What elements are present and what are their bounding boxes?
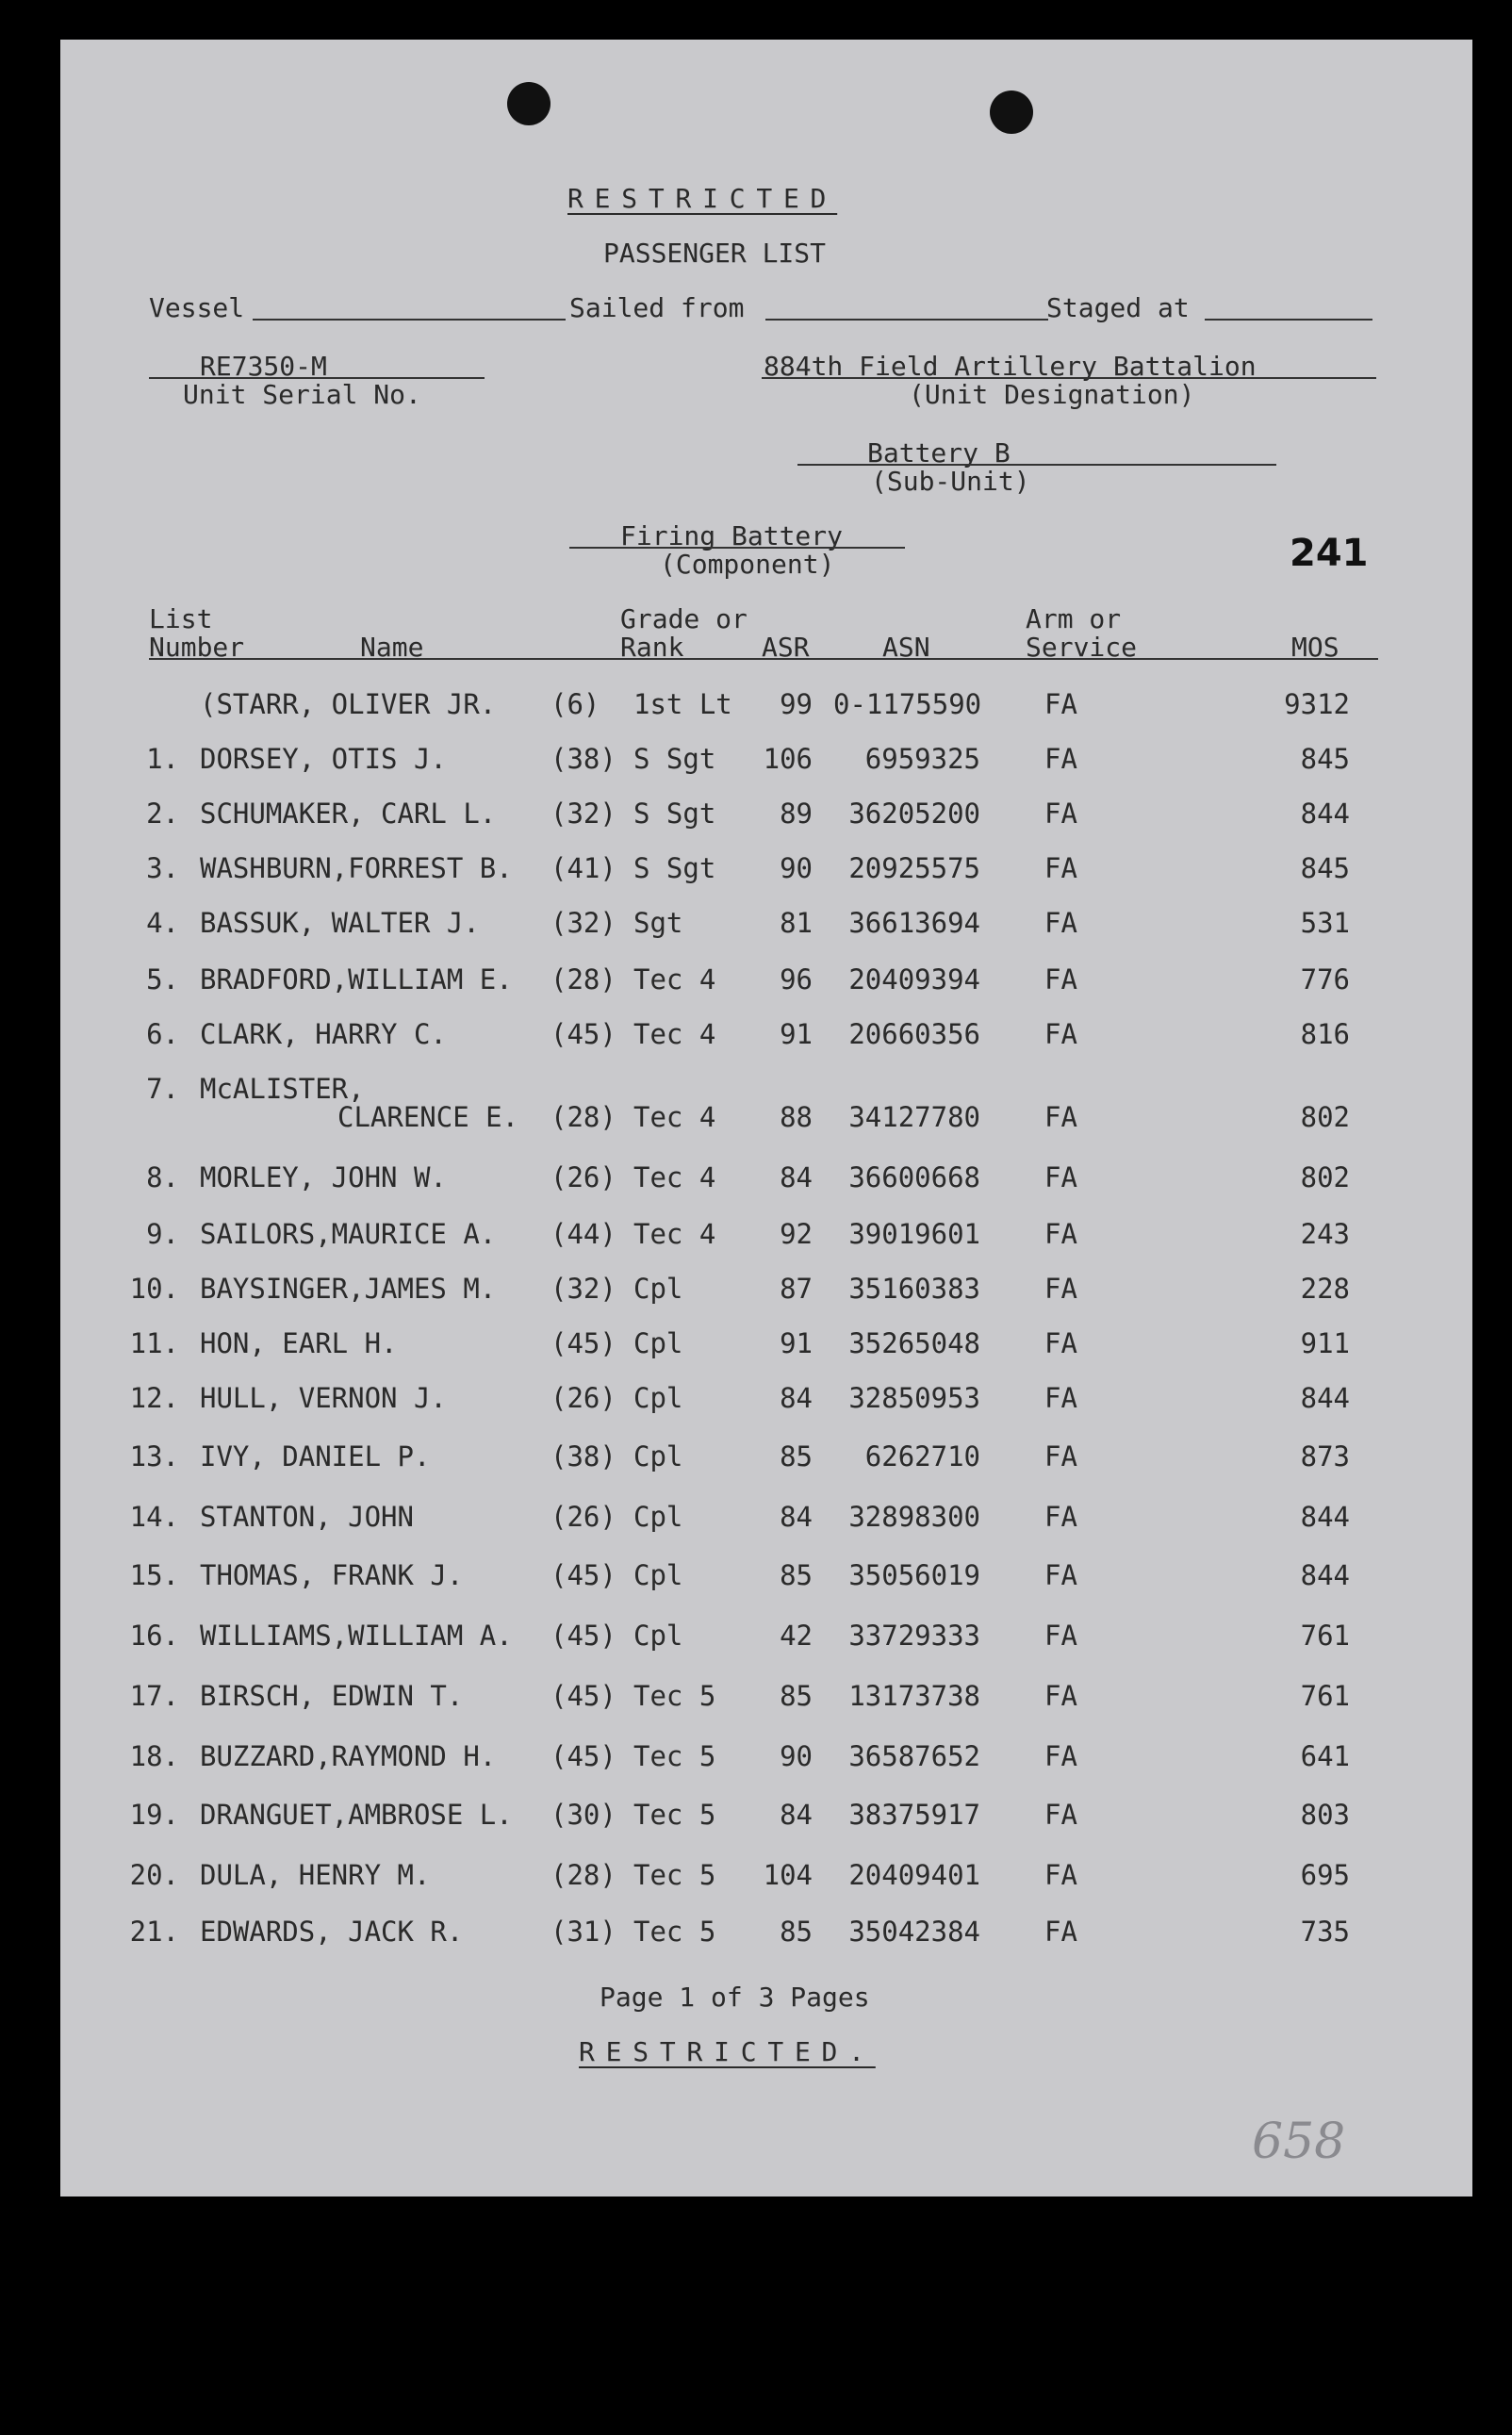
list-number: 11. (129, 1327, 179, 1359)
passenger-age: (26) (551, 1382, 616, 1414)
list-number: 16. (129, 1620, 179, 1652)
passenger-name: SCHUMAKER, CARL L. (200, 798, 497, 830)
grade-rank: Tec 5 (633, 1680, 716, 1712)
asr-score: 84 (780, 1501, 813, 1533)
army-serial-number: 0-1175590 (833, 688, 982, 720)
passenger-age: (44) (551, 1218, 616, 1250)
grade-rank: Tec 5 (633, 1799, 716, 1831)
arm-service: FA (1044, 1382, 1077, 1414)
passenger-age: (31) (551, 1916, 616, 1948)
passenger-name: BAYSINGER,JAMES M. (200, 1273, 497, 1305)
arm-service: FA (1044, 1327, 1077, 1359)
mos-code: 844 (1300, 1559, 1350, 1591)
mos-code: 845 (1300, 743, 1350, 775)
grade-rank: Cpl (633, 1501, 683, 1533)
passenger-age: (45) (551, 1620, 616, 1652)
asr-score: 84 (780, 1161, 813, 1193)
army-serial-number: 20660356 (848, 1018, 980, 1050)
punch-hole-left (507, 82, 551, 125)
asr-score: 42 (780, 1620, 813, 1652)
mos-code: 845 (1300, 852, 1350, 884)
arm-service: FA (1044, 852, 1077, 884)
header-rule (149, 658, 1378, 660)
sailed-from-blank (765, 319, 1048, 321)
asr-score: 92 (780, 1218, 813, 1250)
arm-service: FA (1044, 907, 1077, 939)
restricted-footer: RESTRICTED. (579, 2036, 876, 2067)
grade-rank: Tec 5 (633, 1740, 716, 1772)
passenger-name: BUZZARD,RAYMOND H. (200, 1740, 497, 1772)
punch-hole-right (990, 90, 1033, 134)
grade-rank: Tec 4 (633, 1218, 716, 1250)
list-number: 6. (146, 1018, 179, 1050)
passenger-name: CLARK, HARRY C. (200, 1018, 447, 1050)
passenger-age: (28) (551, 1859, 616, 1891)
grade-rank: Tec 4 (633, 1018, 716, 1050)
passenger-age: (28) (551, 1101, 616, 1133)
asr-score: 85 (780, 1680, 813, 1712)
mos-code: 531 (1300, 907, 1350, 939)
mos-code: 844 (1300, 798, 1350, 830)
passenger-age: (32) (551, 907, 616, 939)
list-number: 8. (146, 1161, 179, 1193)
sailed-from-label: Sailed from (569, 292, 745, 323)
col-arm-service: Arm or Service (1026, 603, 1138, 663)
passenger-age: (41) (551, 852, 616, 884)
arm-service: FA (1044, 1218, 1077, 1250)
grade-rank: Cpl (633, 1327, 683, 1359)
army-serial-number: 39019601 (848, 1218, 980, 1250)
passenger-age: (6) (551, 688, 600, 720)
mos-code: 803 (1300, 1799, 1350, 1831)
arm-service: FA (1044, 798, 1077, 830)
arm-service: FA (1044, 1273, 1077, 1305)
asr-score: 90 (780, 1740, 813, 1772)
col-asr: ASR (762, 632, 810, 663)
passenger-name: (STARR, OLIVER JR. (200, 688, 497, 720)
passenger-name: HULL, VERNON J. (200, 1382, 447, 1414)
grade-rank: Tec 5 (633, 1859, 716, 1891)
mos-code: 816 (1300, 1018, 1350, 1050)
passenger-name: HON, EARL H. (200, 1327, 398, 1359)
page-indicator: Page 1 of 3 Pages (600, 1982, 870, 2013)
asr-score: 104 (763, 1859, 813, 1891)
army-serial-number: 20409394 (848, 963, 980, 995)
arm-service: FA (1044, 1799, 1077, 1831)
army-serial-number: 35265048 (848, 1327, 980, 1359)
list-number: 15. (129, 1559, 179, 1591)
arm-service: FA (1044, 1680, 1077, 1712)
army-serial-number: 35160383 (848, 1273, 980, 1305)
passenger-age: (28) (551, 963, 616, 995)
asr-score: 87 (780, 1273, 813, 1305)
restricted-heading: RESTRICTED (567, 183, 838, 214)
list-number: 3. (146, 852, 179, 884)
army-serial-number: 20925575 (848, 852, 980, 884)
arm-service: FA (1044, 1161, 1077, 1193)
arm-service: FA (1044, 1501, 1077, 1533)
list-number: 12. (129, 1382, 179, 1414)
unit-designation-value: 884th Field Artillery Battalion (764, 351, 1257, 382)
component-label: (Component) (660, 549, 835, 580)
army-serial-number: 35056019 (848, 1559, 980, 1591)
asr-score: 89 (780, 798, 813, 830)
passenger-age: (45) (551, 1680, 616, 1712)
passenger-name: BASSUK, WALTER J. (200, 907, 480, 939)
grade-rank: Sgt (633, 907, 683, 939)
asr-score: 106 (763, 743, 813, 775)
unit-serial-value: RE7350-M (200, 351, 327, 382)
arm-service: FA (1044, 1101, 1077, 1133)
asr-score: 90 (780, 852, 813, 884)
asr-score: 99 (780, 688, 813, 720)
asr-score: 96 (780, 963, 813, 995)
col-mos: MOS (1291, 632, 1339, 663)
grade-rank: S Sgt (633, 852, 716, 884)
mos-code: 911 (1300, 1327, 1350, 1359)
asr-score: 81 (780, 907, 813, 939)
arm-service: FA (1044, 1018, 1077, 1050)
asr-score: 84 (780, 1382, 813, 1414)
mos-code: 776 (1300, 963, 1350, 995)
passenger-age: (26) (551, 1501, 616, 1533)
army-serial-number: 6262710 (864, 1440, 980, 1473)
list-number: 9. (146, 1218, 179, 1250)
mos-code: 9312 (1284, 688, 1350, 720)
passenger-age: (38) (551, 1440, 616, 1473)
list-number: 14. (129, 1501, 179, 1533)
army-serial-number: 32898300 (848, 1501, 980, 1533)
col-name: Name (360, 632, 424, 663)
passenger-name: DRANGUET,AMBROSE L. (200, 1799, 513, 1831)
list-number: 13. (129, 1440, 179, 1473)
staged-at-label: Staged at (1046, 292, 1190, 323)
document-page (60, 40, 1472, 2196)
grade-rank: S Sgt (633, 743, 716, 775)
list-number: 10. (129, 1273, 179, 1305)
asr-score: 88 (780, 1101, 813, 1133)
mos-code: 844 (1300, 1382, 1350, 1414)
army-serial-number: 34127780 (848, 1101, 980, 1133)
col-grade: Grade or Rank (620, 603, 748, 663)
grade-rank: S Sgt (633, 798, 716, 830)
army-serial-number: 32850953 (848, 1382, 980, 1414)
mos-code: 802 (1300, 1161, 1350, 1193)
arm-service: FA (1044, 963, 1077, 995)
list-number: 1. (146, 743, 179, 775)
mos-code: 761 (1300, 1680, 1350, 1712)
passenger-age: (45) (551, 1740, 616, 1772)
passenger-name: STANTON, JOHN (200, 1501, 414, 1533)
arm-service: FA (1044, 1620, 1077, 1652)
passenger-name: WILLIAMS,WILLIAM A. (200, 1620, 513, 1652)
arm-service: FA (1044, 1916, 1077, 1948)
component-value: Firing Battery (620, 520, 844, 551)
list-number: 5. (146, 963, 179, 995)
unit-designation-label: (Unit Designation) (909, 379, 1195, 410)
passenger-name: DORSEY, OTIS J. (200, 743, 447, 775)
mos-code: 735 (1300, 1916, 1350, 1948)
passenger-name: McALISTER, (200, 1073, 365, 1105)
passenger-age: (38) (551, 743, 616, 775)
grade-rank: Tec 5 (633, 1916, 716, 1948)
army-serial-number: 20409401 (848, 1859, 980, 1891)
passenger-age: (45) (551, 1327, 616, 1359)
grade-rank: Tec 4 (633, 1101, 716, 1133)
arm-service: FA (1044, 1859, 1077, 1891)
list-number: 21. (129, 1916, 179, 1948)
army-serial-number: 36587652 (848, 1740, 980, 1772)
mos-code: 873 (1300, 1440, 1350, 1473)
mos-code: 695 (1300, 1859, 1350, 1891)
grade-rank: Cpl (633, 1559, 683, 1591)
col-list-number: List Number (149, 603, 245, 663)
army-serial-number: 36613694 (848, 907, 980, 939)
passenger-name: THOMAS, FRANK J. (200, 1559, 464, 1591)
pencil-annotation: 658 (1252, 2114, 1346, 2170)
army-serial-number: 33729333 (848, 1620, 980, 1652)
list-number: 7. (146, 1073, 179, 1105)
list-number: 20. (129, 1859, 179, 1891)
unit-serial-label: Unit Serial No. (183, 379, 421, 410)
vessel-label: Vessel (149, 292, 245, 323)
grade-rank: 1st Lt (633, 688, 732, 720)
passenger-name-continued: CLARENCE E. (337, 1101, 519, 1133)
mos-code: 228 (1300, 1273, 1350, 1305)
asr-score: 85 (780, 1440, 813, 1473)
mos-code: 243 (1300, 1218, 1350, 1250)
grade-rank: Tec 4 (633, 963, 716, 995)
mos-code: 761 (1300, 1620, 1350, 1652)
list-number: 19. (129, 1799, 179, 1831)
passenger-name: BIRSCH, EDWIN T. (200, 1680, 464, 1712)
passenger-age: (32) (551, 1273, 616, 1305)
list-number: 4. (146, 907, 179, 939)
mos-code: 641 (1300, 1740, 1350, 1772)
passenger-age: (26) (551, 1161, 616, 1193)
list-number: 17. (129, 1680, 179, 1712)
passenger-age: (45) (551, 1559, 616, 1591)
passenger-age: (30) (551, 1799, 616, 1831)
list-number: 18. (129, 1740, 179, 1772)
grade-rank: Cpl (633, 1620, 683, 1652)
col-asn: ASN (882, 632, 930, 663)
passenger-age: (32) (551, 798, 616, 830)
army-serial-number: 36205200 (848, 798, 980, 830)
document-title: PASSENGER LIST (603, 238, 827, 269)
arm-service: FA (1044, 1559, 1077, 1591)
arm-service: FA (1044, 688, 1077, 720)
stamped-number: 241 (1290, 532, 1369, 575)
arm-service: FA (1044, 743, 1077, 775)
asr-score: 91 (780, 1327, 813, 1359)
passenger-name: DULA, HENRY M. (200, 1859, 431, 1891)
passenger-name: SAILORS,MAURICE A. (200, 1218, 497, 1250)
army-serial-number: 38375917 (848, 1799, 980, 1831)
passenger-age: (45) (551, 1018, 616, 1050)
passenger-name: MORLEY, JOHN W. (200, 1161, 447, 1193)
army-serial-number: 13173738 (848, 1680, 980, 1712)
asr-score: 91 (780, 1018, 813, 1050)
vessel-blank (253, 319, 566, 321)
grade-rank: Cpl (633, 1382, 683, 1414)
arm-service: FA (1044, 1440, 1077, 1473)
army-serial-number: 35042384 (848, 1916, 980, 1948)
sub-unit-line (797, 464, 1276, 466)
grade-rank: Cpl (633, 1440, 683, 1473)
asr-score: 85 (780, 1559, 813, 1591)
army-serial-number: 6959325 (864, 743, 980, 775)
passenger-name: WASHBURN,FORREST B. (200, 852, 513, 884)
grade-rank: Cpl (633, 1273, 683, 1305)
sub-unit-label: (Sub-Unit) (871, 466, 1030, 497)
mos-code: 802 (1300, 1101, 1350, 1133)
asr-score: 85 (780, 1916, 813, 1948)
sub-unit-value: Battery B (867, 437, 1011, 469)
passenger-name: EDWARDS, JACK R. (200, 1916, 464, 1948)
passenger-name: IVY, DANIEL P. (200, 1440, 431, 1473)
arm-service: FA (1044, 1740, 1077, 1772)
grade-rank: Tec 4 (633, 1161, 716, 1193)
passenger-name: BRADFORD,WILLIAM E. (200, 963, 513, 995)
list-number: 2. (146, 798, 179, 830)
mos-code: 844 (1300, 1501, 1350, 1533)
army-serial-number: 36600668 (848, 1161, 980, 1193)
asr-score: 84 (780, 1799, 813, 1831)
staged-at-blank (1205, 319, 1372, 321)
